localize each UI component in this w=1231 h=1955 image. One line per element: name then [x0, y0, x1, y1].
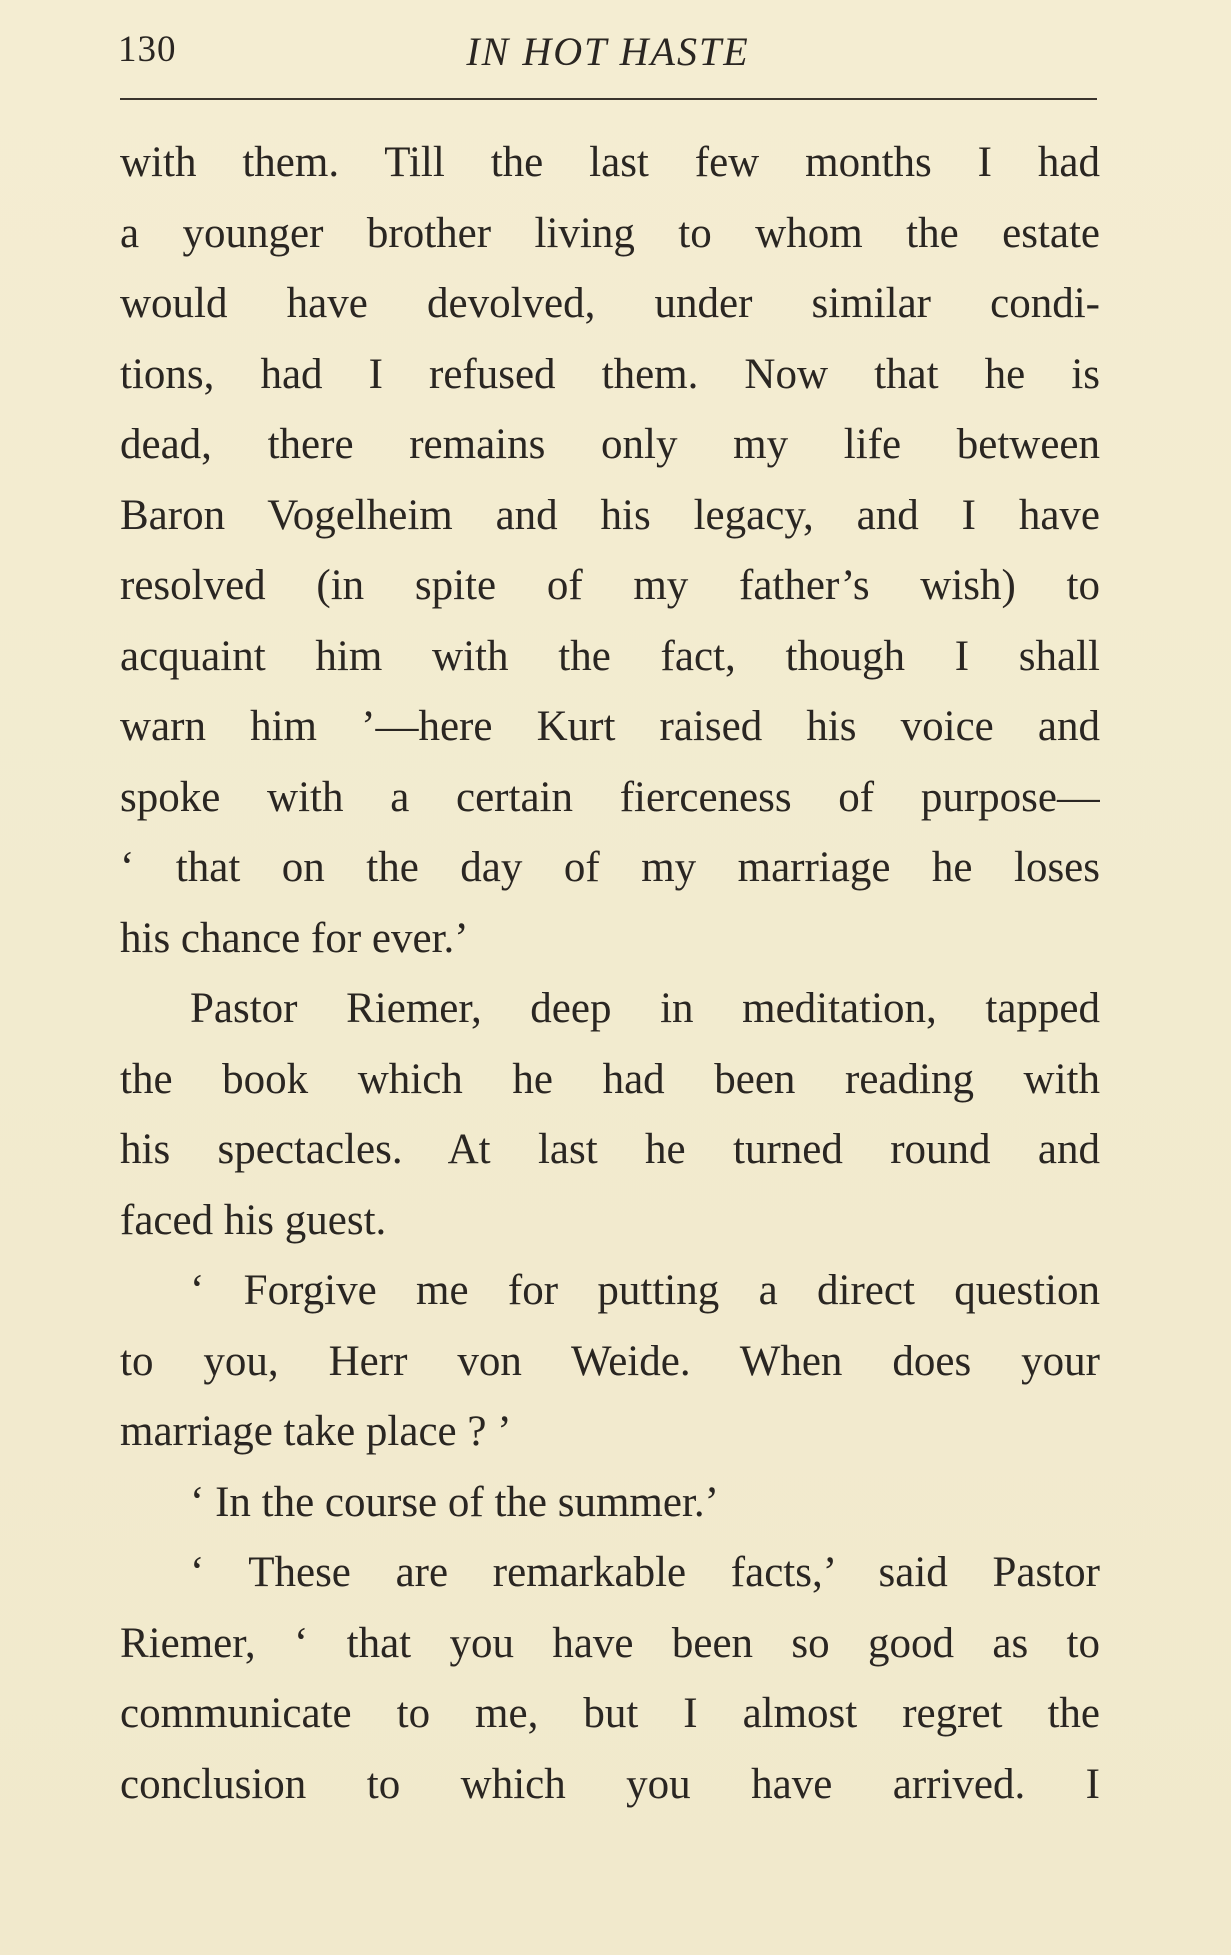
text-line: acquaint him with the fact, though I shall [120, 632, 1100, 680]
text-line: with them. Till the last few months I had [120, 139, 1100, 186]
text-line: his spectacles. At last he turned round and [120, 1126, 1100, 1173]
text-line: warn him ’—here Kurt raised his voice and [120, 703, 1100, 750]
text-line: ‘ that on the day of my marriage he loses [120, 844, 1100, 891]
body-text [120, 128, 1100, 1820]
text-line: resolved (in spite of my father’s wish) to [120, 562, 1100, 609]
text-line: the book which he had been reading with [120, 1055, 1100, 1103]
header-rule [120, 98, 1097, 100]
text-line: dead, there remains only my life between [120, 421, 1100, 468]
text-line: Pastor Riemer, deep in meditation, tapped [190, 985, 1100, 1032]
running-title: IN HOT HASTE [466, 29, 750, 74]
text-line: spoke with a certain fierceness of purpose— [120, 773, 1100, 821]
text-line: his chance for ever.’ [120, 914, 469, 962]
text-line: tions, had I refused them. Now that he is [120, 350, 1100, 398]
text-line: marriage take place ? ’ [120, 1408, 512, 1455]
text-line: Riemer, ‘ that you have been so good as to [120, 1619, 1100, 1667]
text-line: would have devolved, under similar condi- [120, 280, 1100, 327]
text-line: conclusion to which you have arrived. I [120, 1760, 1100, 1808]
text-line: ‘ Forgive me for putting a direct question [190, 1267, 1100, 1314]
page-header [118, 28, 1098, 88]
text-line: a younger brother living to whom the estate [120, 209, 1100, 257]
text-line: ‘ These are remarkable facts,’ said Pastor [190, 1549, 1100, 1596]
text-line: communicate to me, but I almost regret the [120, 1690, 1100, 1737]
text-line: faced his guest. [120, 1196, 387, 1244]
text-line: ‘ In the course of the summer.’ [190, 1478, 719, 1526]
page-number: 130 [118, 29, 177, 70]
text-line: to you, Herr von Weide. When does your [120, 1337, 1100, 1385]
text-line: Baron Vogelheim and his legacy, and I have [120, 491, 1100, 539]
